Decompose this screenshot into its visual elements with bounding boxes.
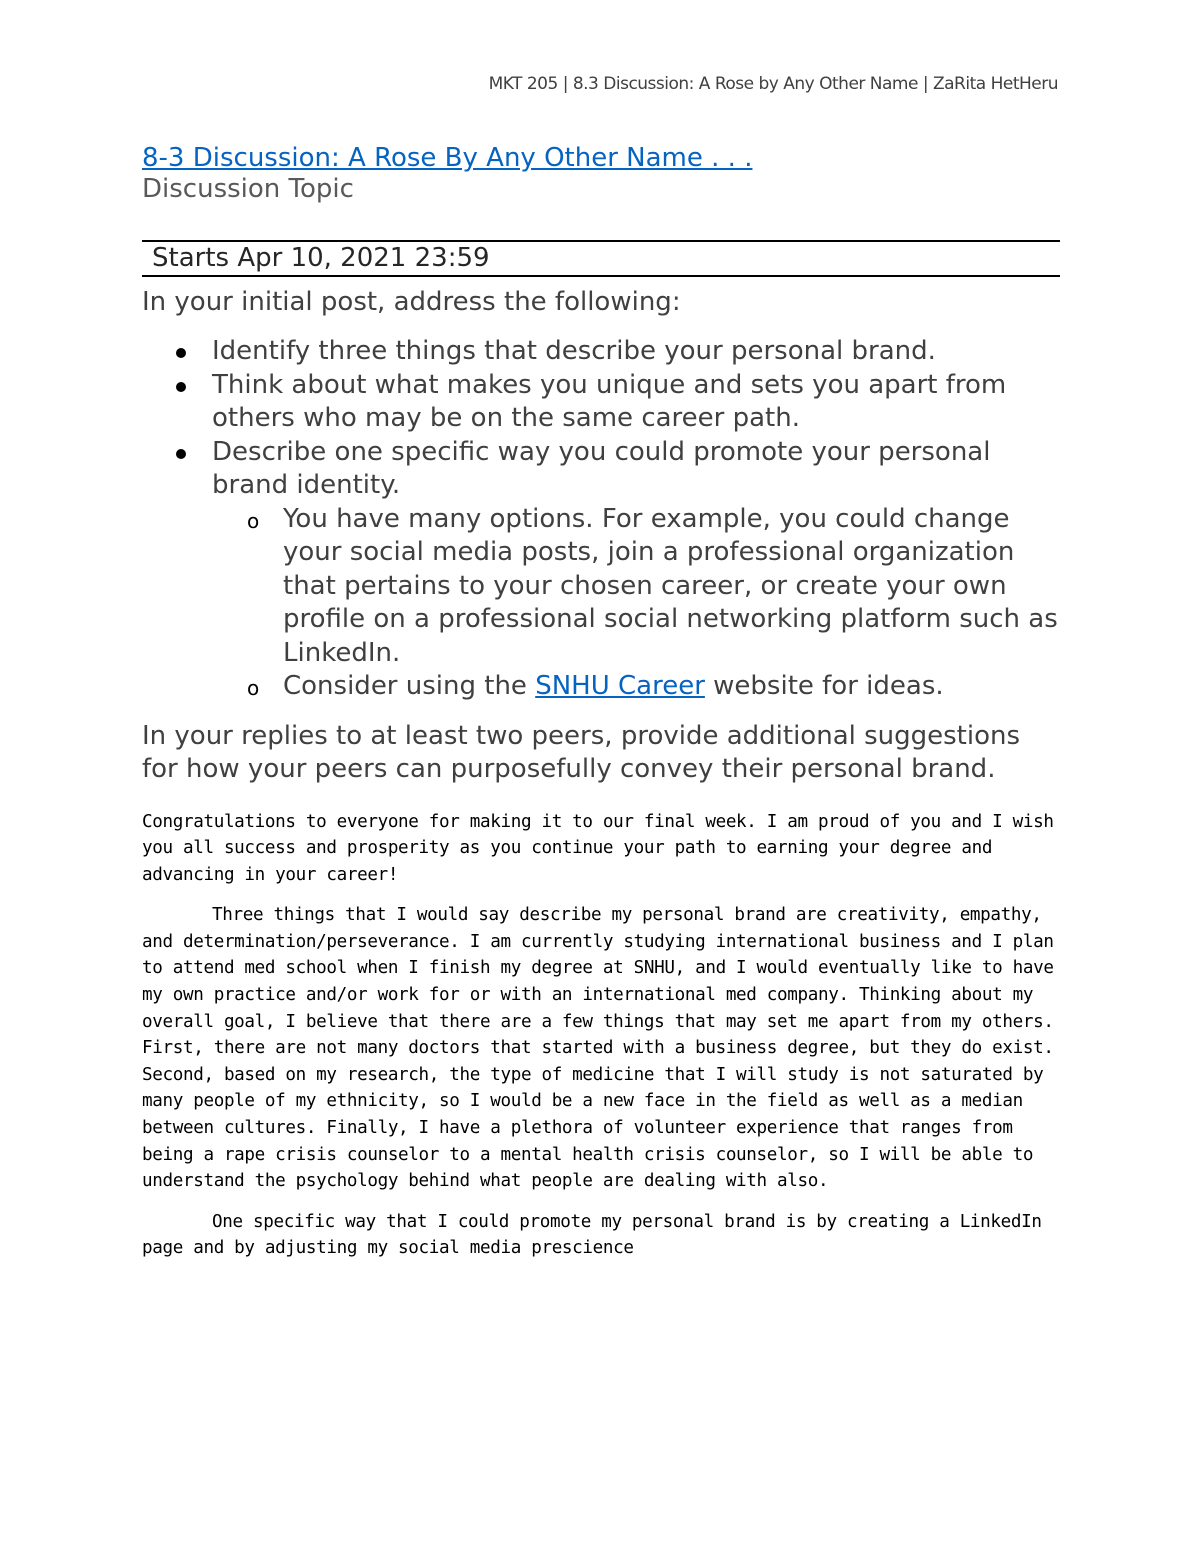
prompt-sub-item: [247, 503, 1060, 671]
post-paragraph: One specific way that I could promote my personal brand is by creating a LinkedIn page and by adjusting my social media prescience: [142, 1211, 1042, 1259]
page-header: MKT 205 | 8.3 Discussion: A Rose by Any Other Name | ZaRita HetHeru: [488, 74, 1058, 94]
circle-bullet-icon: o: [247, 676, 260, 700]
prompt-sub-item: [247, 670, 1060, 704]
post-paragraph: Congratulations to everyone for making it to our final week. I am proud of you and I wish you all success and prosperity as you continue your path to earning your degree and advancing in your career!: [142, 811, 1054, 885]
prompt-bullet-text: Think about what makes you unique and sets you apart from others who may be on the same career path.: [212, 369, 1007, 433]
start-date-text: Starts Apr 10, 2021 23:59: [152, 243, 490, 273]
discussion-title-link[interactable]: 8-3 Discussion: A Rose By Any Other Name . . .: [142, 143, 753, 173]
bullet-icon: [176, 449, 186, 459]
prompt-intro: In your initial post, address the following:: [142, 287, 681, 317]
prompt-bullet-item: [212, 335, 1060, 369]
prompt-bullet-list: [142, 335, 1060, 704]
prompt-bullet-item: [212, 369, 1060, 436]
prompt-bullet-text: Identify three things that describe your personal brand.: [212, 336, 936, 366]
post-paragraph: Three things that I would say describe my personal brand are creativity, empathy, and determination/perseverance. I am currently studying international business and I plan to attend med school when I finish my degree at SNHU, and I would eventually like to have my own practice and/or work for or with an international med company. Thinking about my overall goal, I believe that there are a few things that may set me apart from my others. First, there are not many doctors that started with a business degree, but they do exist. Second, based on my research, the type of medicine that I will study is not saturated by many people of my ethnicity, so I would be a new face in the field as well as a median between cultures. Finally, I have a plethora of volunteer experience that ranges from being a rape crisis counselor to a mental health crisis counselor, so I will be able to understand the psychology behind what people are dealing with also.: [142, 905, 1054, 1192]
document-body: [142, 140, 1060, 1276]
bullet-icon: [176, 382, 186, 392]
prompt-sub-text: You have many options. For example, you could change your social media posts, join a professional organization that pertains to your chosen career, or create your own profile on a professional social networking platform such as LinkedIn.: [283, 503, 1058, 668]
prompt-sub-text-after: website for ideas.: [704, 671, 944, 701]
prompt-sub-list: [212, 503, 1060, 704]
prompt-bullet-item: [212, 436, 1060, 704]
circle-bullet-icon: o: [247, 508, 260, 533]
replies-instruction: In your replies to at least two peers, provide additional suggestions for how your peers can purposefully convey their personal brand.: [142, 720, 1021, 784]
prompt-bullet-text: Describe one specific way you could promote your personal brand identity.: [212, 436, 991, 500]
start-date-banner: [142, 240, 1060, 277]
discussion-post: [142, 809, 1060, 1263]
snhu-career-link[interactable]: SNHU Career: [535, 671, 705, 701]
prompt-sub-text-before: Consider using the: [283, 671, 536, 701]
bullet-icon: [176, 348, 186, 358]
discussion-subtitle: Discussion Topic: [142, 174, 354, 204]
